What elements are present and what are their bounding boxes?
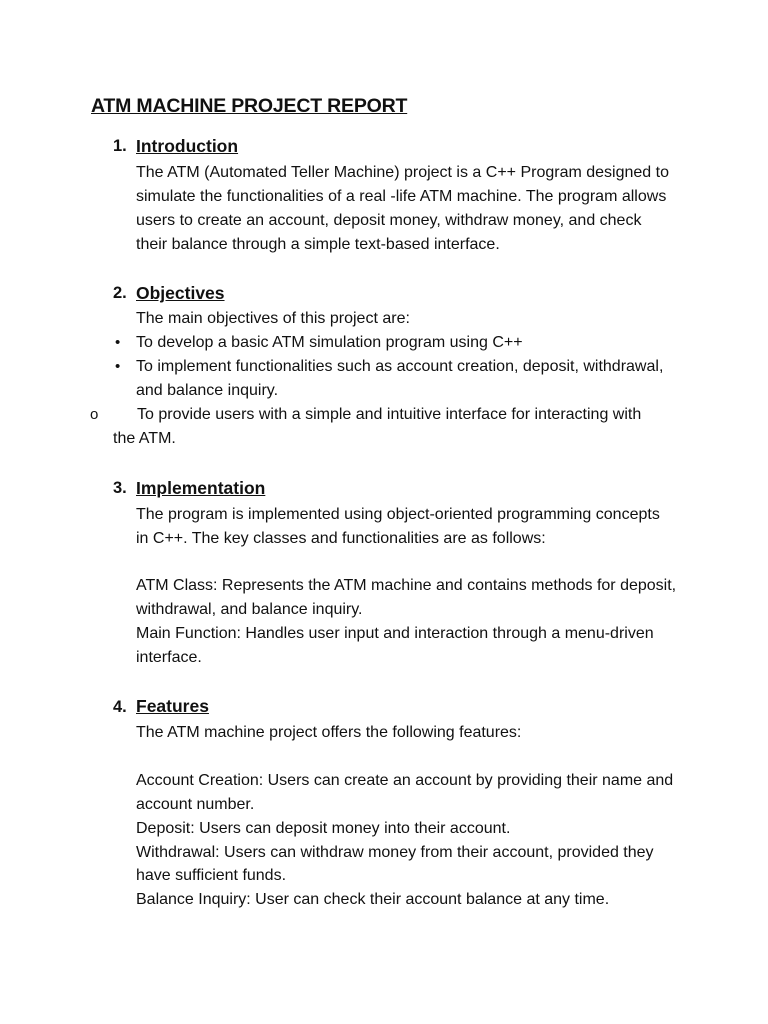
bullet-line: the ATM. [113, 430, 176, 447]
implementation-line: interface. [136, 649, 202, 666]
features-line: Balance Inquiry: User can check their account balance at any time. [136, 891, 610, 908]
section-number: 2. [113, 284, 127, 302]
implementation-line: Main Function: Handles user input and interaction through a menu-driven [136, 625, 654, 642]
objectives-intro: The main objectives of this project are: [136, 310, 410, 327]
features-line: Account Creation: Users can create an account by providing their name and [136, 772, 674, 789]
section-number: 3. [113, 479, 127, 497]
bullet-marker: o [90, 406, 99, 423]
section-heading-implementation: Implementation [136, 478, 266, 498]
section-heading-features: Features [136, 696, 209, 716]
bullet-marker: • [115, 358, 121, 375]
intro-line: simulate the functionalities of a real -life ATM machine. The program allows [136, 188, 667, 205]
implementation-line: ATM Class: Represents the ATM machine and contains methods for deposit, [136, 577, 677, 594]
section-heading-objectives: Objectives [136, 283, 225, 303]
intro-line: users to create an account, deposit money, withdraw money, and check [136, 212, 642, 229]
bullet-line: and balance inquiry. [136, 382, 279, 399]
implementation-line: withdrawal, and balance inquiry. [136, 601, 363, 618]
bullet-line: To implement functionalities such as account creation, deposit, withdrawal, [136, 358, 664, 375]
implementation-line: in C++. The key classes and functionalities are as follows: [136, 530, 546, 547]
features-line: account number. [136, 796, 255, 813]
features-line: Deposit: Users can deposit money into their account. [136, 820, 511, 837]
intro-line: their balance through a simple text-based interface. [136, 236, 500, 253]
implementation-line: The program is implemented using object-oriented programming concepts [136, 506, 660, 523]
bullet-marker: • [115, 334, 121, 351]
section-heading-introduction: Introduction [136, 136, 239, 156]
section-number: 4. [113, 698, 127, 716]
section-number: 1. [113, 137, 127, 155]
features-line: The ATM machine project offers the following features: [136, 724, 522, 741]
bullet-line: To provide users with a simple and intuitive interface for interacting with [137, 406, 642, 423]
intro-line: The ATM (Automated Teller Machine) project is a C++ Program designed to [136, 164, 669, 181]
bullet-line: To develop a basic ATM simulation program using C++ [136, 334, 523, 351]
features-line: Withdrawal: Users can withdraw money from their account, provided they [136, 844, 654, 861]
features-line: have sufficient funds. [136, 867, 287, 884]
page-title: ATM MACHINE PROJECT REPORT [91, 95, 408, 117]
